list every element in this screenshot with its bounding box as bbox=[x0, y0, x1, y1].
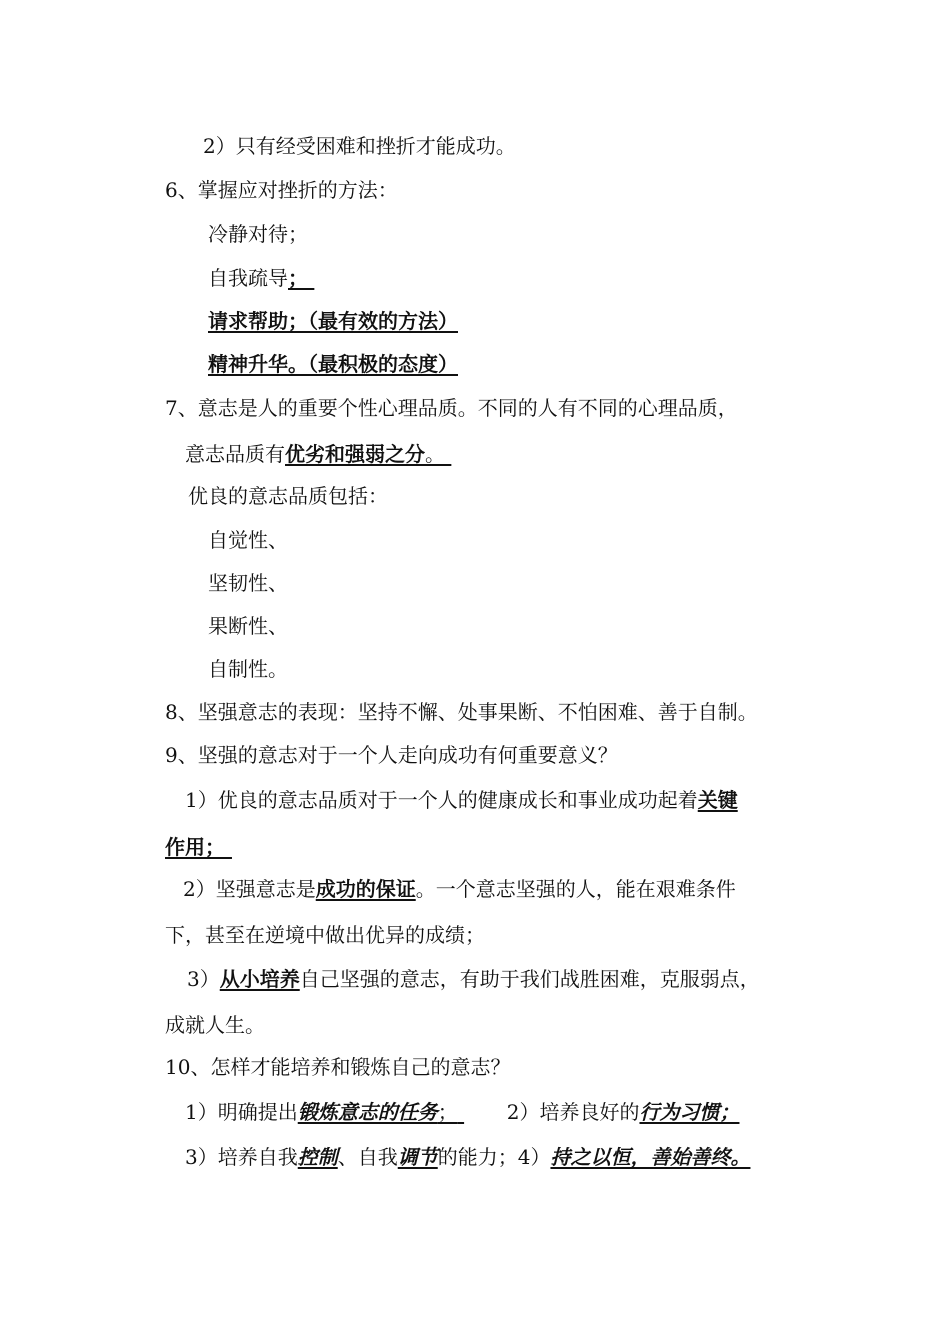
text-span: 3）培养自我 bbox=[185, 1145, 298, 1169]
text-span: 1）优良的意志品质对于一个人的健康成长和事业成功起着 bbox=[185, 788, 698, 812]
underline-pad bbox=[445, 441, 455, 467]
text-span: 10、怎样才能培养和锻炼自己的意志？ bbox=[165, 1055, 511, 1079]
emphasis-text: 从小培养 bbox=[219, 967, 300, 991]
emphasis-text: 行为习惯； bbox=[639, 1100, 740, 1124]
text-span: 3） bbox=[187, 967, 220, 991]
text-span: 、自我 bbox=[337, 1145, 398, 1169]
text-span: 成就人生。 bbox=[165, 1013, 265, 1037]
section-heading bbox=[165, 699, 758, 725]
text-span: 。 bbox=[425, 442, 445, 466]
text-line bbox=[165, 1012, 265, 1038]
text-span: 意志品质有 bbox=[185, 442, 285, 466]
list-item bbox=[208, 656, 288, 682]
underlined-text: ； bbox=[288, 266, 308, 290]
text-line bbox=[185, 441, 455, 467]
list-item bbox=[208, 570, 288, 596]
text-span: 1）明确提出 bbox=[185, 1100, 298, 1124]
text-line bbox=[185, 1144, 750, 1170]
text-line bbox=[165, 922, 485, 948]
text-span: 果断性、 bbox=[208, 614, 288, 638]
emphasis-text: 成功的保证 bbox=[315, 877, 416, 901]
list-item bbox=[208, 265, 322, 291]
text-span: 的能力；4） bbox=[437, 1145, 551, 1169]
text-span: 8、坚强意志的表现：坚持不懈、处事果断、不怕困难、善于自制。 bbox=[165, 700, 758, 724]
list-item bbox=[208, 221, 308, 247]
section-heading bbox=[165, 1054, 510, 1080]
section-heading bbox=[165, 177, 398, 203]
emphasis-text: 关键 bbox=[697, 788, 738, 812]
text-line bbox=[203, 133, 516, 159]
text-span: 2）培养良好的 bbox=[506, 1100, 640, 1124]
text-line bbox=[187, 966, 760, 992]
section-heading bbox=[165, 742, 618, 768]
underline-pad bbox=[308, 265, 322, 291]
list-item bbox=[208, 308, 458, 334]
text-span: 下，甚至在逆境中做出优异的成绩； bbox=[165, 923, 485, 947]
list-item bbox=[208, 613, 288, 639]
text-line bbox=[165, 834, 237, 860]
text-line bbox=[185, 787, 738, 813]
list-item bbox=[208, 351, 458, 377]
emphasis-text: 精神升华。（最积极的态度） bbox=[208, 352, 458, 376]
emphasis-text: 优劣和强弱之分 bbox=[285, 442, 425, 466]
emphasis-text: 调节 bbox=[397, 1145, 438, 1169]
emphasis-text: 持之以恒，善始善终。 bbox=[550, 1145, 751, 1169]
emphasis-text: 控制 bbox=[297, 1145, 338, 1169]
underline-pad bbox=[458, 1099, 474, 1125]
emphasis-text: 作用； bbox=[165, 835, 225, 859]
text-span: 7、意志是人的重要个性心理品质。不同的人有不同的心理品质， bbox=[165, 396, 738, 420]
text-span: 2）只有经受困难和挫折才能成功。 bbox=[203, 134, 516, 158]
text-line bbox=[185, 1099, 739, 1125]
text-line bbox=[188, 483, 388, 509]
text-line bbox=[183, 876, 736, 902]
text-span: 坚韧性、 bbox=[208, 571, 288, 595]
text-span: ； bbox=[437, 1100, 458, 1124]
text-span: 2）坚强意志是 bbox=[183, 877, 316, 901]
text-span: 优良的意志品质包括： bbox=[188, 484, 388, 508]
text-span: 自觉性、 bbox=[208, 528, 288, 552]
text-span: 自己坚强的意志，有助于我们战胜困难，克服弱点， bbox=[299, 967, 760, 991]
emphasis-text: 请求帮助；（最有效的方法） bbox=[208, 309, 458, 333]
text-span: 冷静对待； bbox=[208, 222, 308, 246]
section-heading bbox=[165, 395, 738, 421]
text-span: 6、掌握应对挫折的方法： bbox=[165, 178, 398, 202]
emphasis-text: 锻炼意志的任务 bbox=[297, 1100, 438, 1124]
text-span: 9、坚强的意志对于一个人走向成功有何重要意义？ bbox=[165, 743, 618, 767]
list-item bbox=[208, 527, 288, 553]
text-span: 自制性。 bbox=[208, 657, 288, 681]
text-span: 。一个意志坚强的人，能在艰难条件 bbox=[415, 877, 736, 901]
underline-pad bbox=[225, 834, 237, 860]
text-span: 自我疏导 bbox=[208, 266, 288, 290]
